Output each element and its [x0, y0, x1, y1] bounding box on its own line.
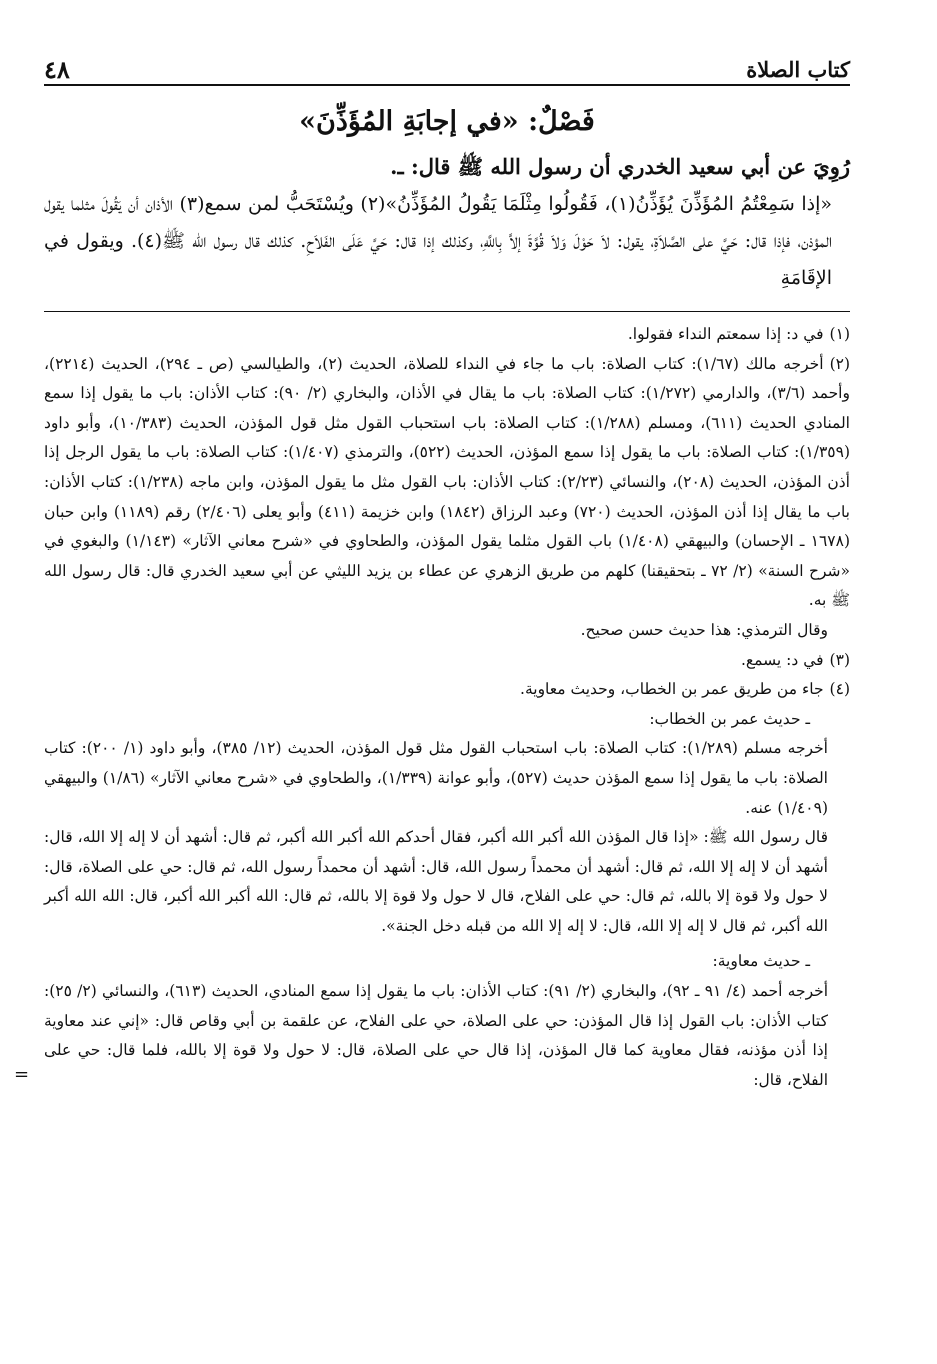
hadith-muawiya-takhrij: أخرجه أحمد (٤/ ٩١ ـ ٩٢)، والبخاري (٢/ ٩١): كتاب الأذان: باب ما يقول إذا سمع المنادي، الحديث (٦١٣)، والنسائي (٢/ ٢٥): كتاب الأذان: باب القول إذا قال المؤذن: حي على الصلاة، حي على الفلاح، عن علقمة بن أبي وقاص قال: «إني عند معاوية إذا أذن مؤذنه، فقال معاوية كما قال المؤذن، إذا قال حي على الصلاة، قال: لا حول ولا قوة إلا بالله، فلما قال: حي على الفلاح، قال:: [44, 982, 829, 1089]
intro-line: رُوِيَ عن أبي سعيد الخدري أن رسول الله ﷺ قال: ـ.: [390, 154, 850, 179]
footnote-separator: [44, 311, 850, 312]
continuation-mark: =: [14, 1064, 30, 1086]
footnote-number: (٤): [829, 680, 850, 699]
footnotes: [44, 320, 850, 1095]
footnote-text: جاء من طريق عمر بن الخطاب، وحديث معاوية.: [520, 680, 824, 699]
page-header: [44, 40, 850, 86]
footnote-number: (٢): [829, 354, 851, 373]
footnote-2-extra: وقال الترمذي: هذا حديث حسن صحيح.: [580, 620, 828, 639]
footnote-text: أخرجه مالك (١/٦٧): كتاب الصلاة: باب ما جاء في النداء للصلاة، الحديث (٢)، والطيالسي (ص ـ ٢٩٤)، الحديث (٢٢١٤)، وأحمد (٣/٦)، والدارمي (١/٢٧٢): كتاب الصلاة: باب ما يقال في الأذان، والبخاري (٢/ ٩٠): كتاب الأذان: باب ما يقول إذا سمع المنادي الحديث (٦١١)، ومسلم (١/٢٨٨): كتاب الصلاة: باب استحباب القول مثل قول المؤذن، الحديث (١٠/٣٨٣)، وأبو داود (١/٣٥٩): كتاب الصلاة: باب ما يقول إذا سمع المؤذن، الحديث (٥٢٢)، والترمذي (١/٤٠٧): كتاب الصلاة: باب ما يقول الرجل إذا أذن المؤذن، الحديث (٢٠٨)، والنسائي (٢/٢٣): كتاب الأذان: باب القول مثل ما يقول المؤذن، وابن ماجه (١/٢٣٨): كتاب الأذان: باب ما يقال إذا أذن المؤذن، الحديث (٧٢٠) وعبد الرزاق (١٨٤٢) وابن خزيمة (٤١١) وأبو يعلى (٢/٤٠٦) رقم (١١٨٩) وابن حبان (١٦٧٨ ـ الإحسان) والبيهقي (١/٤٠٨) باب القول مثلما يقول المؤذن، والطحاوي في «شرح معاني الآثار» (١/١٤٣) والبغوي في «شرح السنة» (٢/ ٧٢ ـ بتحقيقنا) كلهم من طريق الزهري عن عطاء بن يزيد الليثي عن أبي سعيد الخدري قال: قال رسول الله ﷺ به.: [44, 354, 851, 610]
footnote-text: في د: يسمع.: [740, 650, 824, 669]
main-text: «إذا سَمِعْتُمُ المُؤَذِّنَ يُؤَذِّنُ(١)، فَقُولُوا مِثْلَمَا يَقُولُ المُؤَذِّنُ»(٢) ويُسْتَحَبُّ لمن سمع(٣) الأذان أن يَقُولَ مثلما يقول المؤذن، فإذا قال: حَيَّ على الصَّلاَةِ، يقول: لاَ حَوْلَ وَلاَ قُوَّةَ إلاَّ بِاللَّهِ، وكذلك إذا قال: حَيَّ عَلَى الفَلاَحِ. كذلك قال رسول الله ﷺ(٤). ويقول في الإقَامَةِ: [44, 193, 832, 289]
footnote-3: [44, 646, 850, 676]
footnote-number: (٣): [829, 650, 850, 669]
page-number: ٤٨: [44, 55, 70, 84]
footnote-1: [44, 320, 850, 350]
running-title: كتاب الصلاة: [746, 57, 850, 82]
hadith-umar-matn: قال رسول الله ﷺ: «إذا قال المؤذن الله أكبر الله أكبر، فقال أحدكم الله أكبر الله أكبر، ثم قال: أشهد أن لا إله إلا الله، قال: أشهد أن لا إله إلا الله، ثم قال: أشهد أن محمداً رسول الله، قال: أشهد أن محمداً رسول الله، ثم قال: حي على الصلاة، قال: لا حول ولا قوة إلا بالله، ثم قال: حي على الفلاح، قال لا حول ولا قوة إلا بالله، ثم قال: الله أكبر الله أكبر، قال: الله الله أكبر الله أكبر، ثم قال لا إله إلا الله، قال: لا إله إلا الله من قبله دخل الجنة».: [44, 828, 828, 935]
footnote-4: [44, 675, 850, 705]
hadith-umar-heading: ـ حديث عمر بن الخطاب:: [649, 709, 810, 728]
footnote-number: (١): [829, 325, 850, 343]
hadith-umar-takhrij: أخرجه مسلم (١/٢٨٩): كتاب الصلاة: باب استحباب القول مثل قول المؤذن، الحديث (١٢/ ٣٨٥)، وأبو داود (١/ ٢٠٠): كتاب الصلاة: باب ما يقول إذا سمع المؤذن حديث (٥٢٧)، وأبو عوانة (١/٣٣٩)، والطحاوي في «شرح معاني الآثار» (١/٨٦) والبيهقي (١/٤٠٩) عنه.: [44, 739, 828, 817]
footnote-2: [44, 350, 850, 616]
book-page: [14, 40, 851, 1095]
footnote-text: في د: إذا سمعتم النداء فقولوا.: [627, 325, 824, 343]
chapter-title: فَصْلٌ: «في إجابَةِ المُؤَذِّنَ»: [299, 106, 595, 137]
hadith-muawiya-heading: ـ حديث معاوية:: [712, 952, 810, 971]
